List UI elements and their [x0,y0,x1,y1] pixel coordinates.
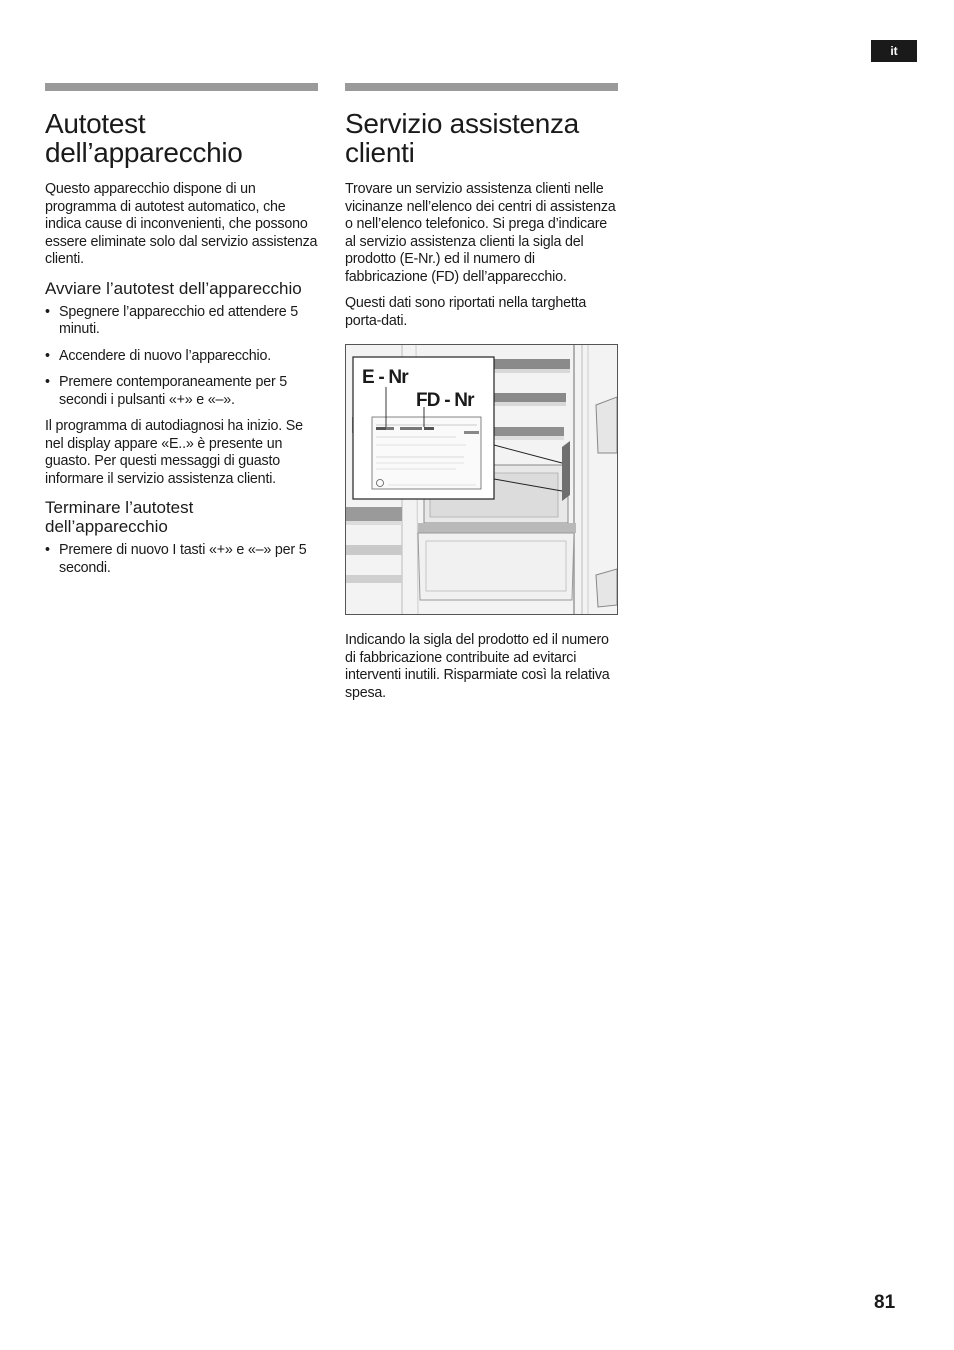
list-item: • Premere contemporaneamente per 5 secondi i pulsanti «+» e «–». [45,374,318,409]
subheading-end-self-test: Terminare l’autotest dell’apparecchio [45,498,194,536]
column-customer-service [345,83,618,711]
start-steps-list [45,304,318,410]
end-steps-list [45,542,318,577]
fridge-interior-drawing [346,345,617,614]
section-rule [345,83,618,91]
section-rule [45,83,318,91]
language-tag: it [871,40,917,62]
closing-text: Indicando la sigla del prodotto ed il numero di fabbricazione contribuite ad evitarci interventi inutili. Risparmiate così la relativa spesa. [345,632,610,701]
label-fd-nr: FD - Nr [416,390,474,411]
diagnosis-text: Il programma di autodiagnosi ha inizio. Se nel display appare «E..» è presente un guasto. Per questi messaggi di guasto informare il servizio assistenza clienti. [45,418,303,487]
label-e-nr: E - Nr [362,367,408,388]
section-title-customer-service: Servizio assistenza clienti [345,108,579,168]
list-item: • Accendere di nuovo l’apparecchio. [45,348,318,366]
rating-plate-illustration [345,344,618,615]
self-test-intro: Questo apparecchio dispone di un programma di autotest automatico, che indica cause di inconvenienti, che possono essere eliminate solo dal servizio assistenza clienti. [45,181,318,267]
customer-service-intro: Trovare un servizio assistenza clienti nelle vicinanze nell’elenco dei centri di assistenza o nell’elenco telefonico. Si prega d’indicare al servizio assistenza clienti la sigla del prodotto (E-Nr.) ed il numero di fabbricazione (FD) dell’apparecchio. [345,181,616,285]
section-title-self-test: Autotest dell’apparecchio [45,108,243,168]
page-number: 81 [874,1292,896,1313]
rating-plate-text: Questi dati sono riportati nella targhetta porta-dati. [345,295,587,329]
column-self-test [45,83,318,586]
list-item: • Spegnere l’apparecchio ed attendere 5 minuti. [45,304,318,339]
subheading-start-self-test: Avviare l’autotest dell’apparecchio [45,278,302,298]
list-item: • Premere di nuovo I tasti «+» e «–» per 5 secondi. [45,542,318,577]
